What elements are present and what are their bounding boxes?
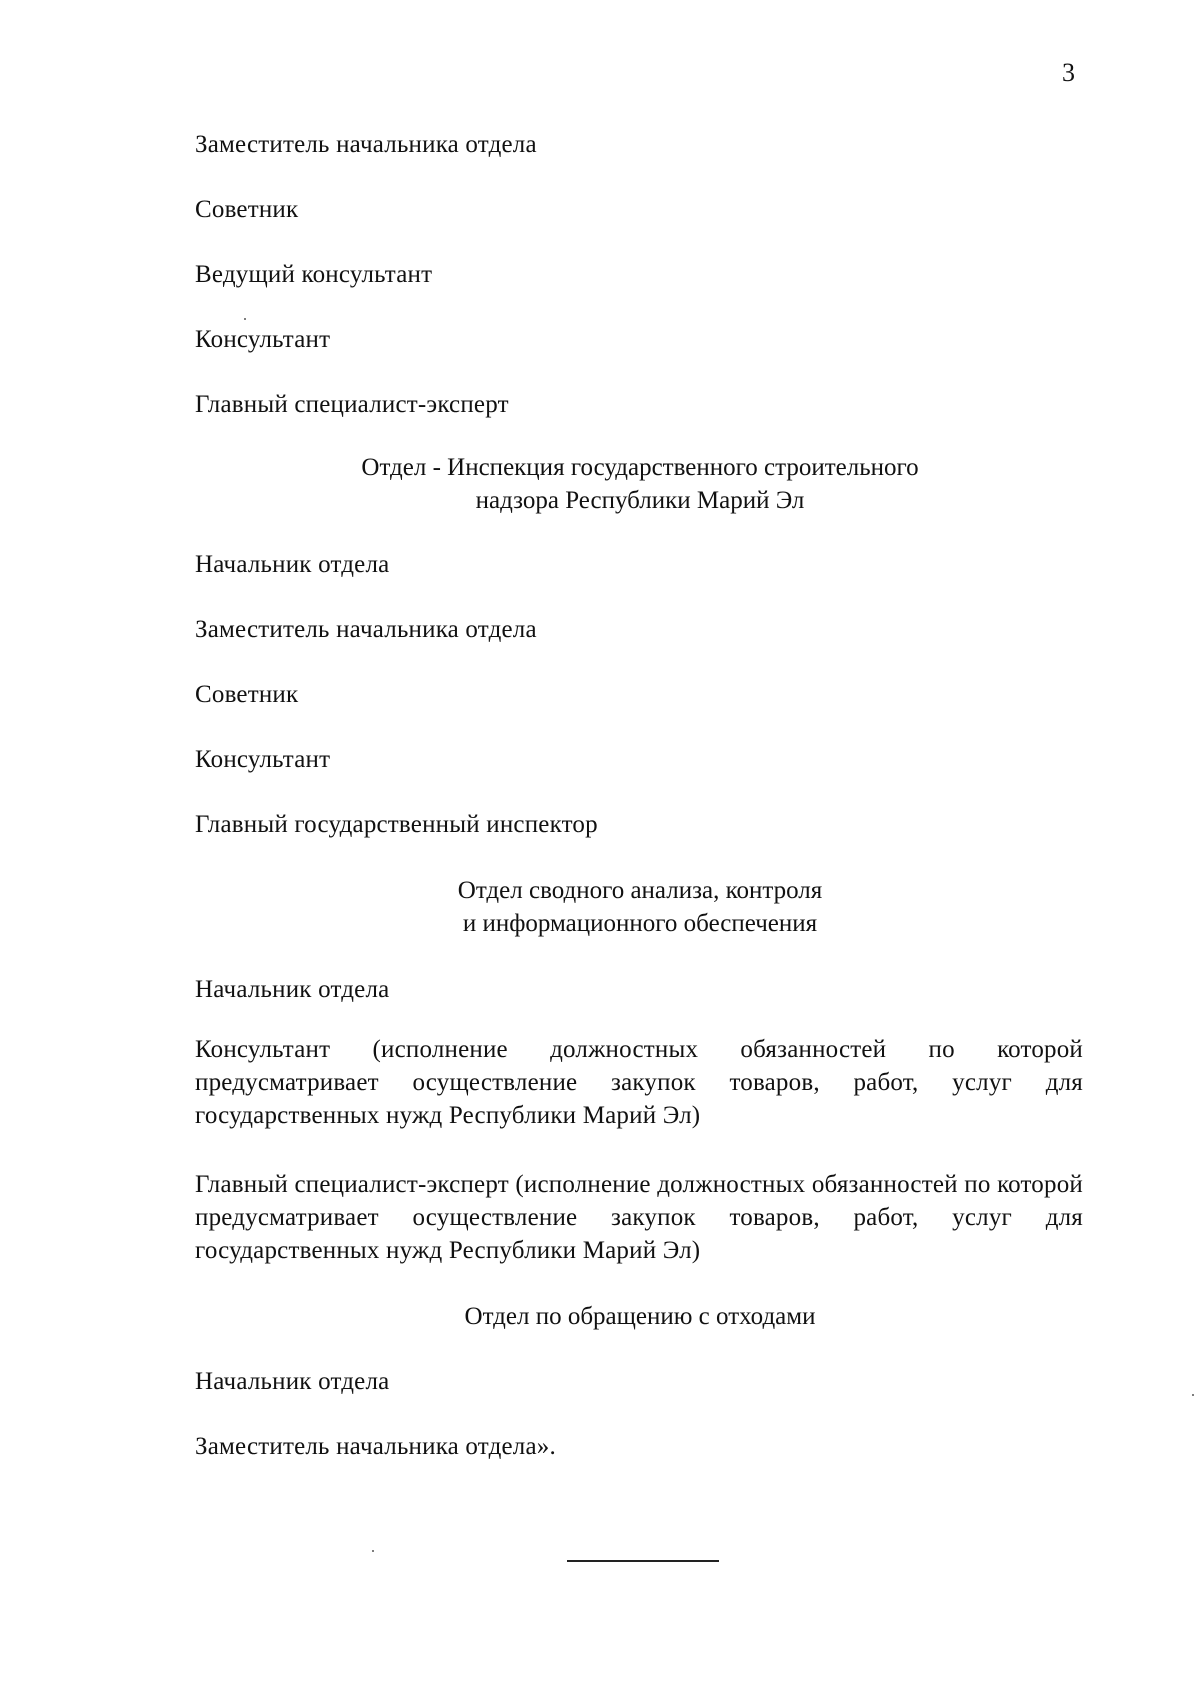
position-head: Начальник отдела xyxy=(195,976,390,1003)
position-consultant: Консультант xyxy=(195,326,331,353)
position-consultant: Консультант xyxy=(195,746,331,773)
position-advisor: Советник xyxy=(195,196,299,223)
department-heading-waste: Отдел по обращению с отходами xyxy=(464,1303,816,1330)
end-of-text-rule xyxy=(567,1560,719,1562)
position-chief-specialist-expert: Главный специалист-эксперт xyxy=(195,391,509,418)
scan-speck xyxy=(244,318,246,320)
position-chief-specialist-procurement: Главный специалист-эксперт (исполнение должностных обязанностей по которой предусматривает осуществление закупок товаров, работ, услуг для государственных нужд Республики Марий Эл) xyxy=(195,1171,1083,1264)
department-heading-analysis-line2: и информационного обеспечения xyxy=(462,910,818,937)
position-consultant-procurement: Консультант (исполнение должностных обязанностей по которой предусматривает осуществление закупок товаров, работ, услуг для государственных нужд Республики Марий Эл) xyxy=(195,1036,1083,1129)
scan-speck xyxy=(1192,1394,1194,1396)
position-head: Начальник отдела xyxy=(195,1368,390,1395)
position-chief-state-inspector: Главный государственный инспектор xyxy=(195,811,598,838)
position-leading-consultant: Ведущий консультант xyxy=(195,261,433,288)
position-deputy-head: Заместитель начальника отдела xyxy=(195,131,537,158)
department-heading-construction-line1: Отдел - Инспекция государственного строительного xyxy=(361,454,919,481)
department-heading-construction-line2: надзора Республики Марий Эл xyxy=(475,487,805,514)
position-advisor: Советник xyxy=(195,681,299,708)
position-deputy-head: Заместитель начальника отдела». xyxy=(195,1433,556,1460)
department-heading-analysis-line1: Отдел сводного анализа, контроля xyxy=(457,877,823,904)
position-head: Начальник отдела xyxy=(195,551,390,578)
scan-speck xyxy=(372,1550,374,1552)
page-number: 3 xyxy=(1062,58,1075,87)
position-deputy-head: Заместитель начальника отдела xyxy=(195,616,537,643)
